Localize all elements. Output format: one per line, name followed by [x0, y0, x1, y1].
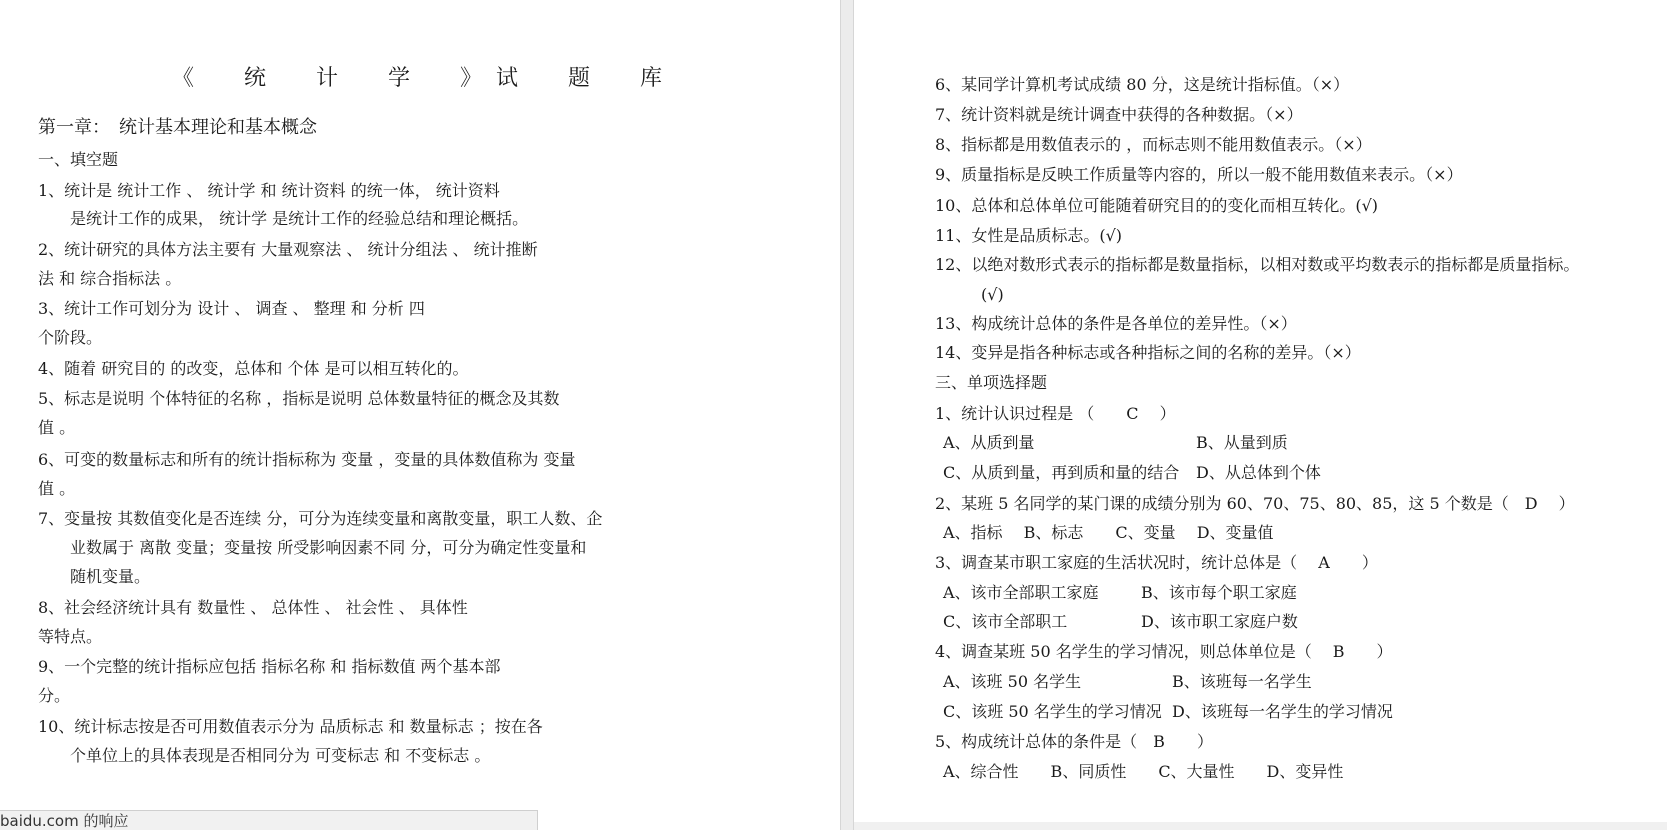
document-page-right: [854, 0, 1667, 830]
judgement-12-line-1: 12、以绝对数形式表示的指标都是数量指标，以相对数或平均数表示的指标都是质量指标。: [935, 255, 1580, 274]
choice-2-question: 2、某班 5 名同学的某门课的成绩分别为 60、70、75、80、85，这 5 个数是（ D ）: [935, 494, 1575, 513]
judgement-10: 10、总体和总体单位可能随着研究目的的变化而相互转化。(√): [935, 196, 1379, 215]
choice-1-option-c: C、从质到量，再到质和量的结合: [943, 463, 1180, 482]
question-10-line-2: 个单位上的具体表现是否相同分为 可变标志 和 不变标志 。: [70, 746, 491, 765]
question-9-line-1: 9、一个完整的统计指标应包括 指标名称 和 指标数值 两个基本部: [38, 657, 501, 676]
choice-3-option-c: C、该市全部职工: [943, 612, 1068, 631]
question-5-line-1: 5、标志是说明 个体特征的名称 ，指标是说明 总体数量特征的概念及其数: [38, 389, 560, 408]
question-6-line-1: 6、可变的数量标志和所有的统计指标称为 变量 ，变量的具体数值称为 变量: [38, 450, 576, 469]
document-title: 《 统 计 学 》试 题 库: [172, 66, 677, 91]
question-7-line-2: 业数属于 离散 变量；变量按 所受影响因素不同 分，可分为确定性变量和: [70, 538, 587, 557]
question-2-line-1: 2、统计研究的具体方法主要有 大量观察法 、 统计分组法 、 统计推断: [38, 240, 538, 259]
chapter-heading: 第一章： 统计基本理论和基本概念: [38, 117, 317, 138]
choice-4-option-d: D、该班每一名学生的学习情况: [1172, 702, 1393, 721]
choice-4-question: 4、调查某班 50 名学生的学习情况，则总体单位是（ B ）: [935, 642, 1393, 661]
choice-2-options: A、指标 B、标志 C、变量 D、变量值: [943, 523, 1274, 542]
judgement-11: 11、女性是品质标志。(√): [935, 226, 1123, 245]
choice-1-option-b: B、从量到质: [1196, 433, 1288, 452]
browser-status-bar: baidu.com 的响应: [0, 810, 538, 830]
page-gutter: [840, 0, 854, 830]
question-3-line-1: 3、统计工作可划分为 设计 、 调查 、 整理 和 分析 四: [38, 299, 425, 318]
choice-4-option-c: C、该班 50 名学生的学习情况: [943, 702, 1162, 721]
question-1-line-1: 1、统计是 统计工作 、 统计学 和 统计资料 的统一体， 统计资料: [38, 181, 500, 200]
question-8-line-1: 8、社会经济统计具有 数量性 、 总体性 、 社会性 、 具体性: [38, 598, 468, 617]
question-7-line-1: 7、变量按 其数值变化是否连续 分，可分为连续变量和离散变量，职工人数、企: [38, 509, 603, 528]
question-10-line-1: 10、统计标志按是否可用数值表示分为 品质标志 和 数量标志 ；按在各: [38, 717, 543, 736]
choice-1-question: 1、统计认识过程是 （ C ）: [935, 404, 1176, 423]
choice-3-option-b: B、该市每个职工家庭: [1141, 583, 1297, 602]
question-5-line-2: 值 。: [38, 418, 76, 437]
horizontal-scrollbar[interactable]: [854, 822, 1667, 830]
judgement-13: 13、构成统计总体的条件是各单位的差异性。（×）: [935, 314, 1297, 333]
judgement-7: 7、统计资料就是统计调查中获得的各种数据。（×）: [935, 105, 1303, 124]
choice-3-question: 3、调查某市职工家庭的生活状况时，统计总体是（ A ）: [935, 553, 1378, 572]
choice-5-question: 5、构成统计总体的条件是（ B ）: [935, 732, 1213, 751]
section-heading-single-choice: 三、单项选择题: [935, 373, 1048, 392]
choice-5-options: A、综合性 B、同质性 C、大量性 D、变异性: [943, 762, 1344, 781]
question-6-line-2: 值 。: [38, 479, 76, 498]
section-heading-fill-in: 一、填空题: [38, 150, 119, 169]
question-9-line-2: 分。: [38, 686, 71, 705]
judgement-6: 6、某同学计算机考试成绩 80 分，这是统计指标值。（×）: [935, 75, 1350, 94]
choice-1-option-d: D、从总体到个体: [1196, 463, 1321, 482]
choice-3-option-d: D、该市职工家庭户数: [1141, 612, 1298, 631]
question-1-line-2: 是统计工作的成果， 统计学 是统计工作的经验总结和理论概括。: [70, 209, 529, 228]
question-3-line-2: 个阶段。: [38, 328, 103, 347]
question-8-line-2: 等特点。: [38, 627, 103, 646]
question-7-line-3: 随机变量。: [70, 567, 151, 586]
judgement-8: 8、指标都是用数值表示的 ，而标志则不能用数值表示。（×）: [935, 135, 1372, 154]
choice-3-option-a: A、该市全部职工家庭: [943, 583, 1099, 602]
choice-4-option-a: A、该班 50 名学生: [943, 672, 1082, 691]
judgement-9: 9、质量指标是反映工作质量等内容的，所以一般不能用数值来表示。（×）: [935, 165, 1463, 184]
choice-4-option-b: B、该班每一名学生: [1172, 672, 1312, 691]
judgement-12-line-2: (√): [981, 285, 1004, 304]
question-4-line-1: 4、随着 研究目的 的改变，总体和 个体 是可以相互转化的。: [38, 359, 469, 378]
question-2-line-2: 法 和 综合指标法 。: [38, 269, 182, 288]
judgement-14: 14、变异是指各种标志或各种指标之间的名称的差异。（×）: [935, 343, 1361, 362]
choice-1-option-a: A、从质到量: [943, 433, 1035, 452]
